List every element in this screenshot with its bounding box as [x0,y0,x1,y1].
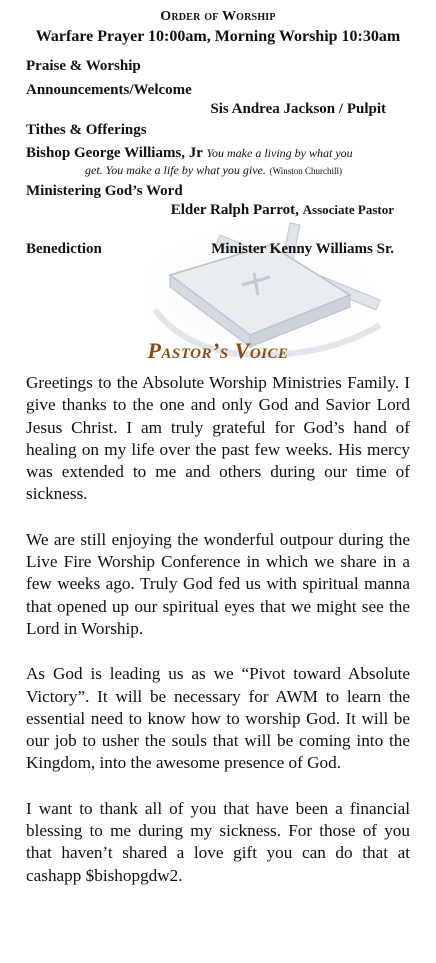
program-item-praise: Praise & Worship [26,58,141,74]
pastors-letter [26,372,410,910]
program-item-announcements: Announcements/Welcome [26,82,192,98]
letter-paragraph: Greetings to the Absolute Worship Ministries Family. I give thanks to the one and only God and Savior Lord Jesus Christ. I am truly grateful for God’s hand of healing on my life over the past few weeks. His mercy was extended to me and others during our time of sickness. [26,373,410,504]
quote-attribution: (Winston Churchill) [269,166,342,176]
ministering-speaker [171,202,394,219]
letter-paragraph: I want to thank all of you that have been a financial blessing to me during my sickness. For those of you that haven’t shared a love gift you can do that at cashapp $bishopgdw2. [26,798,410,885]
program-item-benediction: Benediction [26,241,102,257]
service-times: Warfare Prayer 10:00am, Morning Worship 10:30am [35,28,401,45]
ministering-role: Associate Pastor [302,202,394,217]
announcements-leader: Sis Andrea Jackson / Pulpit [210,101,386,117]
letter-paragraph: We are still enjoying the wonderful outpour during the Live Fire Worship Conference in which we share in a few weeks ago. Truly God fed us with spiritual manna that opened up our spiritual eyes that we might see the Lord in Worship. [26,529,410,638]
bishop-quote-continuation [85,162,342,179]
letter-paragraph: As God is leading us as we “Pivot toward Absolute Victory”. It will be necessary for AWM to learn the essential need to know how to worship God. It will be our job to usher the souls that will be coming into the Kingdom, into the awesome presence of God. [26,664,410,773]
benediction-minister: Minister Kenny Williams Sr. [211,241,394,257]
bishop-quote-line2: get. You make a life by what you give. [85,163,266,177]
program-item-ministering: Ministering God’s Word [26,183,183,199]
ministering-name: Elder Ralph Parrot, [170,202,299,218]
program-item-tithes: Tithes & Offerings [26,122,147,138]
bishop-name: Bishop George Williams, Jr [26,145,203,161]
program-item-bishop [26,145,353,162]
order-of-worship-title: Order of Worship [160,9,276,24]
bishop-quote-line1: You make a living by what you [206,146,353,160]
pastors-voice-heading: Pastor’s Voice [147,338,289,363]
